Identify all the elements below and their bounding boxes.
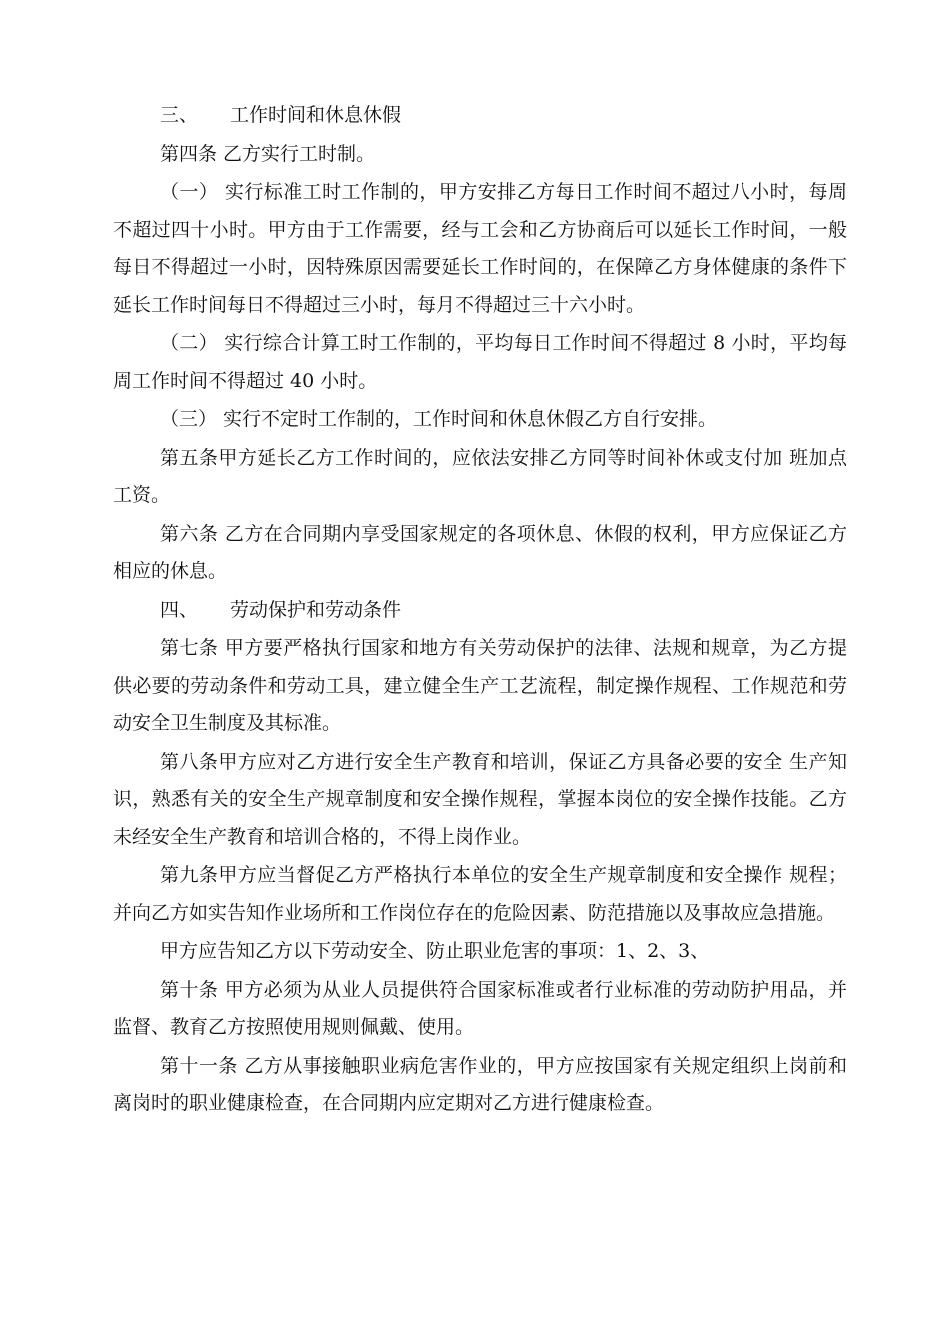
article-7: 第七条 甲方要严格执行国家和地方有关劳动保护的法律、法规和规章，为乙方提供必要的劳动条件和劳动工具，建立健全生产工艺流程，制定操作规程、工作规范和劳动安全卫生制度及其标准。	[113, 637, 847, 734]
article-6: 第六条 乙方在合同期内享受国家规定的各项休息、休假的权利，甲方应保证乙方相应的休息。	[113, 522, 847, 582]
section-number: 四、	[160, 598, 199, 621]
article-4: 第四条 乙方实行工时制。	[160, 142, 376, 165]
document-page	[113, 97, 847, 1124]
section-number: 三、	[160, 104, 199, 126]
section-heading-4	[113, 592, 847, 630]
article-10: 第十条 甲方必须为从业人员提供符合国家标准或者行业标准的劳动防护用品，并监督、教育乙方按照使用规则佩戴、使用。	[113, 978, 847, 1038]
article-8: 第八条甲方应对乙方进行安全生产教育和培训，保证乙方具备必要的安全 生产知识，熟悉有关的安全生产规章制度和安全操作规程，掌握本岗位的安全操作技能。乙方未经安全生产教育和培训合格的，不得上岗作业。	[113, 750, 847, 848]
section-title: 劳动保护和劳动条件	[230, 598, 402, 621]
article-4-item-2: （二） 实行综合计算工时工作制的，平均每日工作时间不得超过 8 小时，平均每周工作时间不得超过 40 小时。	[113, 332, 847, 392]
article-11: 第十一条 乙方从事接触职业病危害作业的，甲方应按国家有关规定组织上岗前和离岗时的职业健康检查，在合同期内应定期对乙方进行健康检查。	[113, 1054, 847, 1114]
section-heading-3	[113, 97, 847, 135]
safety-notice-paragraph: 甲方应告知乙方以下劳动安全、防止职业危害的事项：1、2、3、	[160, 940, 710, 962]
article-4-item-3: （三） 实行不定时工作制的，工作时间和休息休假乙方自行安排。	[160, 408, 718, 430]
article-4-item-1: （一） 实行标准工时工作制的，甲方安排乙方每日工作时间不超过八小时，每周不超过四十小时。甲方由于工作需要，经与工会和乙方协商后可以延长工作时间，一般每日不得超过一小时，因特殊原因需要延长工作时间的，在保障乙方身体健康的条件下延长工作时间每日不得超过三小时，每月不得超过三十六小时。	[113, 181, 847, 316]
article-9: 第九条甲方应当督促乙方严格执行本单位的安全生产规章制度和安全操作 规程；并向乙方如实告知作业场所和工作岗位存在的危险因素、防范措施以及事故应急措施。	[113, 864, 847, 924]
section-title: 工作时间和休息休假	[230, 104, 402, 126]
article-5: 第五条甲方延长乙方工作时间的，应依法安排乙方同等时间补休或支付加 班加点工资。	[113, 446, 847, 506]
